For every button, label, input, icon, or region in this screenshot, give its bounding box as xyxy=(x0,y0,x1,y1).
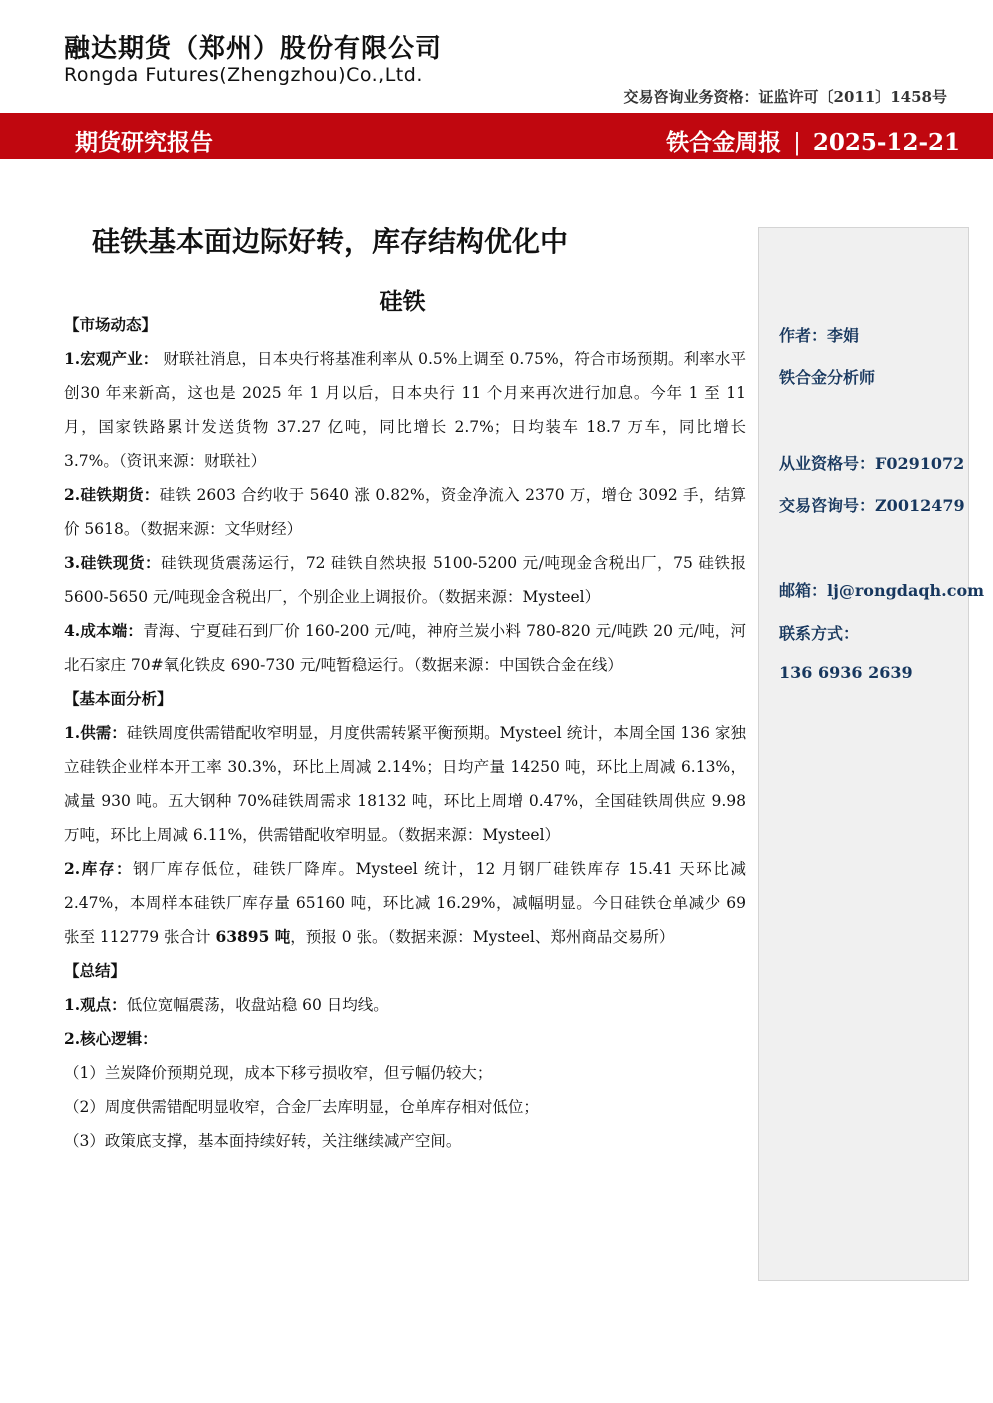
qualification-number: 从业资格号：F0291072 xyxy=(779,454,965,473)
market-item-text: 青海、宁夏硅石到厂价 160-200 元/吨，神府兰炭小料 780-820 元/吨跌 20 元/吨，河北石家庄 70#氧化铁皮 690-730 元/吨暂稳运行。（数据来源：中国铁合金在线） xyxy=(64,622,746,674)
company-name-cn: 融达期货（郑州）股份有限公司 xyxy=(64,34,443,64)
logic-point: （2）周度供需错配明显收窄，合金厂去库明显，仓单库存相对低位； xyxy=(64,1098,539,1116)
market-item-label: 4.成本端： xyxy=(64,621,144,640)
logic-point: （3）政策底支撑，基本面持续好转，关注继续减产空间。 xyxy=(64,1132,462,1150)
consult-number: 交易咨询号：Z0012479 xyxy=(779,496,965,515)
supply-paragraph xyxy=(64,716,746,852)
license-text: 交易咨询业务资格：证监许可〔2011〕1458号 xyxy=(623,88,947,106)
report-body xyxy=(64,308,746,1158)
banner-separator: | xyxy=(793,130,801,156)
market-item-text: 硅铁 2603 合约收于 5640 涨 0.82%，资金净流入 2370 万，增仓 3092 手，结算价 5618。（数据来源：文华财经） xyxy=(64,486,746,538)
market-item xyxy=(64,546,746,614)
market-heading: 【市场动态】 xyxy=(64,315,158,334)
summary-heading: 【总结】 xyxy=(64,961,127,980)
view-text: 低位宽幅震荡，收盘站稳 60 日均线。 xyxy=(126,996,389,1014)
market-item-label: 2.硅铁期货： xyxy=(64,485,160,504)
banner-report-category: 期货研究报告 xyxy=(75,130,213,156)
author-role: 铁合金分析师 xyxy=(779,368,876,387)
contact-phone: 136 6936 2639 xyxy=(779,663,913,682)
logic-point: （1）兰炭降价预期兑现，成本下移亏损收窄，但亏幅仍较大； xyxy=(64,1064,493,1082)
market-item-label: 1.宏观产业： xyxy=(64,349,159,368)
inventory-total: 63895 吨 xyxy=(215,927,291,946)
inventory-text: 钢厂库存低位，硅铁厂降库。Mysteel 统计，12 月钢厂硅铁库存 15.41 天环比减 2.47%，本周样本硅铁厂库存量 65160 吨，环比减 16.29%，减幅明显。今日硅铁仓单减少 69 张至 112779 张合计 xyxy=(64,860,746,946)
inventory-text-end: ，预报 0 张。（数据来源：Mysteel、郑州商品交易所） xyxy=(290,928,675,946)
company-name-en: Rongda Futures(Zhengzhou)Co.,Ltd. xyxy=(64,64,423,86)
report-title: 硅铁基本面边际好转，库存结构优化中 xyxy=(92,225,569,258)
author-email: 邮箱：lj@rongdaqh.com xyxy=(779,581,985,600)
market-item-text: 财联社消息，日本央行将基准利率从 0.5%上调至 0.75%，符合市场预期。利率水平创30 年来新高，这也是 2025 年 1 月以后，日本央行 11 个月来再次进行加息。今年 1 至 11 月，国家铁路累计发送货物 37.27 亿吨，同比增长 2.7%；日均装车 18.7 万车，同比增长 3.7%。（资讯来源：财联社） xyxy=(64,350,746,470)
market-item-text: 硅铁现货震荡运行，72 硅铁自然块报 5100-5200 元/吨现金含税出厂，75 硅铁报 5600-5650 元/吨现金含税出厂，个别企业上调报价。（数据来源：Mysteel） xyxy=(64,554,746,606)
view-label: 1.观点： xyxy=(64,995,127,1014)
supply-text: 硅铁周度供需错配收窄明显，月度供需转紧平衡预期。Mysteel 统计，本周全国 136 家独立硅铁企业样本开工率 30.3%，环比上周减 2.14%；日均产量 14250 吨，环比上周减 6.13%，减量 930 吨。五大钢种 70%硅铁周需求 18132 吨，环比上周增 0.47%，全国硅铁周供应 9.98 万吨，环比上周减 6.11%，供需错配收窄明显。（数据来源：Mysteel） xyxy=(64,724,747,844)
inventory-label: 2.库存： xyxy=(64,859,134,878)
banner-report-info xyxy=(666,124,960,157)
market-item xyxy=(64,478,746,546)
banner-report-type: 铁合金周报 xyxy=(666,129,782,156)
author-name: 作者：李娟 xyxy=(779,326,860,345)
view-paragraph xyxy=(64,988,746,1022)
banner-date: 2025-12-21 xyxy=(812,129,960,156)
supply-label: 1.供需： xyxy=(64,723,127,742)
logic-label: 2.核心逻辑： xyxy=(64,1029,158,1048)
report-subtitle: 硅铁 xyxy=(379,289,426,315)
inventory-paragraph xyxy=(64,852,746,954)
market-item xyxy=(64,342,746,478)
fundamentals-heading: 【基本面分析】 xyxy=(64,689,173,708)
contact-label: 联系方式： xyxy=(779,624,860,643)
market-item xyxy=(64,614,746,682)
market-item-label: 3.硅铁现货： xyxy=(64,553,162,572)
